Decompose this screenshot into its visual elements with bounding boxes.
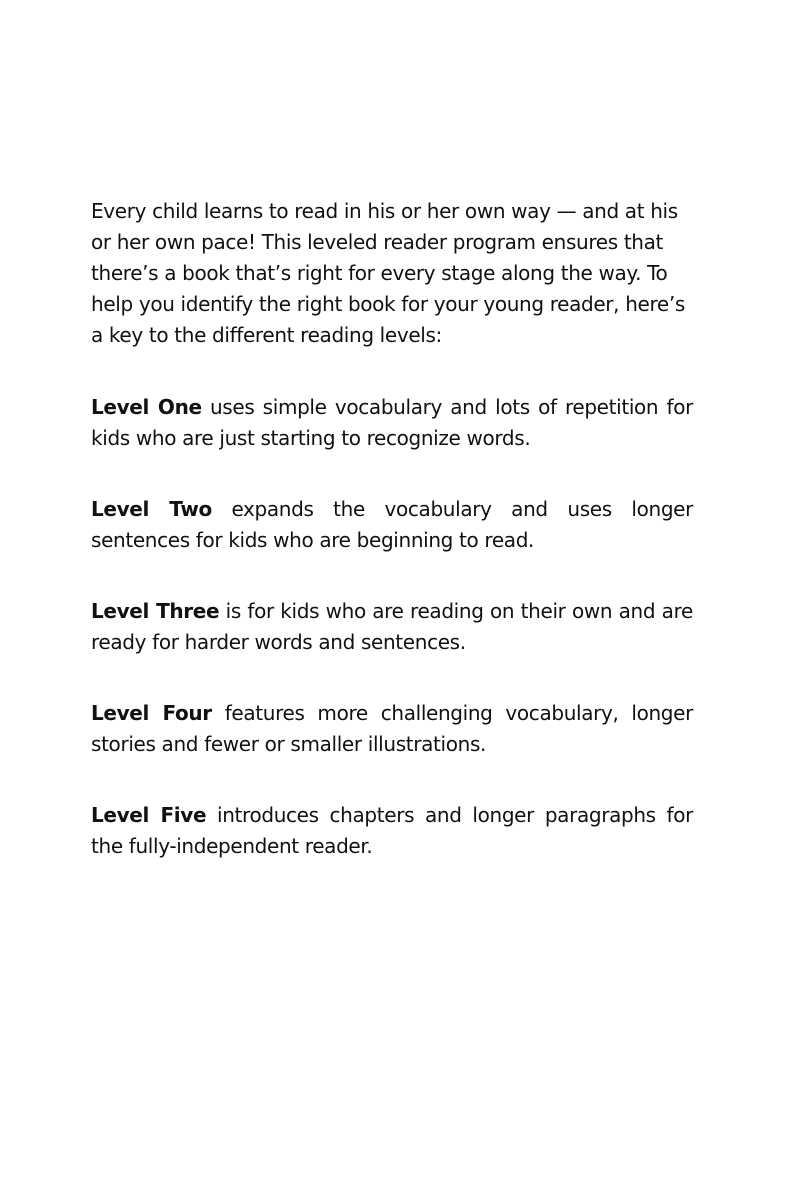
page-content bbox=[91, 196, 693, 862]
level-three-description: is for kids who are reading on their own and are ready for harder words and sentences. bbox=[91, 599, 693, 654]
level-five-name: Level Five bbox=[91, 803, 207, 827]
level-four-description: features more challenging vocabulary, longer stories and fewer or smaller illustrations. bbox=[91, 701, 693, 756]
level-three-paragraph bbox=[91, 596, 693, 658]
level-four-paragraph bbox=[91, 698, 693, 760]
level-two-paragraph bbox=[91, 494, 693, 556]
level-one-name: Level One bbox=[91, 395, 202, 419]
level-five-paragraph bbox=[91, 800, 693, 862]
level-four-name: Level Four bbox=[91, 701, 212, 725]
level-three-name: Level Three bbox=[91, 599, 220, 623]
level-two-description: expands the vocabulary and uses longer sentences for kids who are beginning to read. bbox=[91, 497, 693, 552]
level-five-description: introduces chapters and longer paragraphs for the fully-independent reader. bbox=[91, 803, 693, 858]
level-one-paragraph bbox=[91, 392, 693, 454]
intro-paragraph: Every child learns to read in his or her own way — and at his or her own pace! This leveled reader program ensures that there’s a book that’s right for every stage along the way. To help you identify the right book for your young reader, here’s a key to the different reading levels: bbox=[91, 199, 685, 347]
level-two-name: Level Two bbox=[91, 497, 212, 521]
level-one-description: uses simple vocabulary and lots of repetition for kids who are just starting to recognize words. bbox=[91, 395, 693, 450]
